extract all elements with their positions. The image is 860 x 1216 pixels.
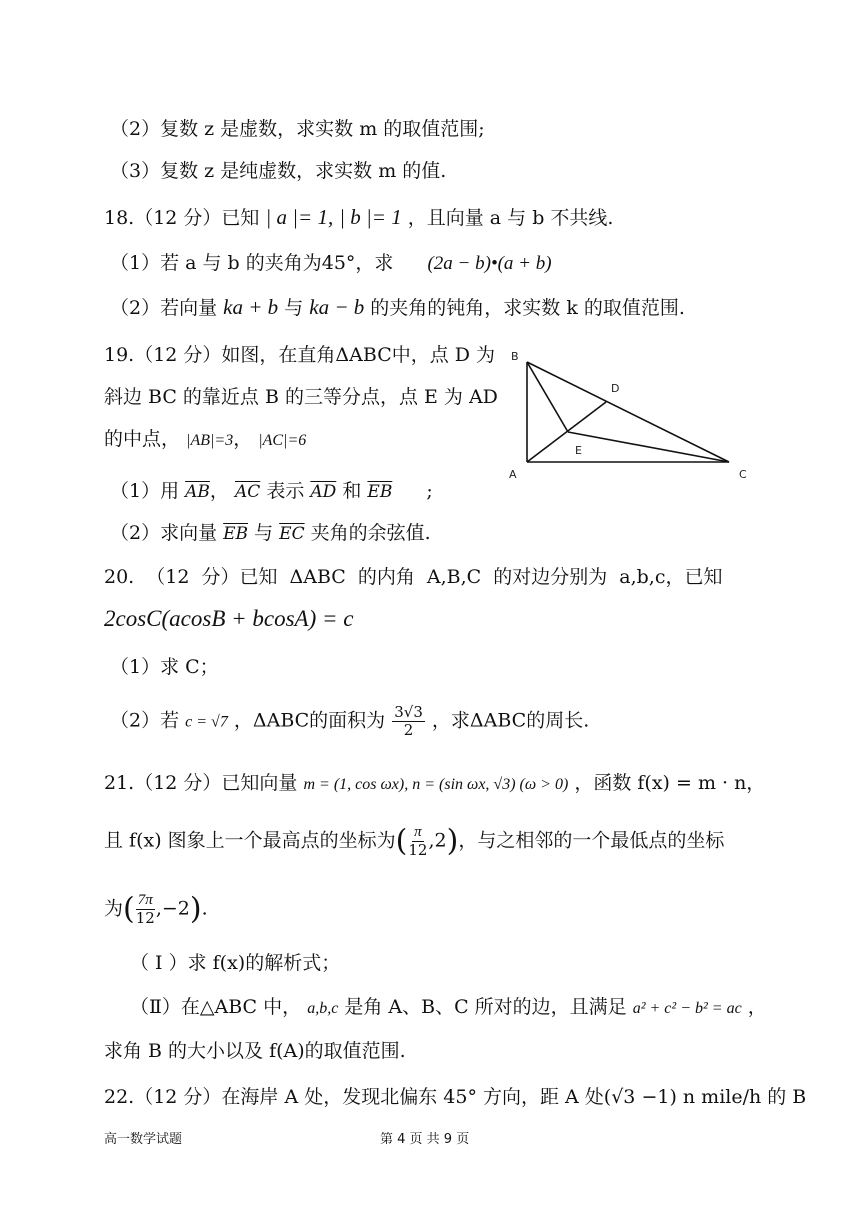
problem19-q2 xyxy=(110,520,431,547)
problem21-line1 xyxy=(104,770,765,798)
problem21-line2-pre: 且 f(x) 图象上一个最高点的坐标为 xyxy=(104,829,396,852)
max-point-y: ,2 xyxy=(428,829,447,852)
problem18-q2 xyxy=(110,294,685,321)
max-x-denominator: 12 xyxy=(408,841,428,859)
problem20-line1: 20. （12 分）已知 ΔABC 的内角 A,B,C 的对边分别为 a,b,c，已知 xyxy=(104,566,723,588)
triangle-figure xyxy=(505,350,760,485)
problem21-vectors: m = (1, cos ωx), n = (sin ωx, √3) (ω > 0) xyxy=(303,776,569,793)
problem21-line2-post: ，与之相邻的一个最低点的坐标 xyxy=(458,829,725,852)
problem19-q2-pre: （2）求向量 xyxy=(110,522,218,544)
problem18-q2-expr2: ka − b xyxy=(309,295,365,319)
problem18-cond-b: | b |= 1 xyxy=(339,205,402,229)
segment-ec xyxy=(568,432,729,462)
problem19-line1: 19.（12 分）如图，在直角ΔABC中，点 D 为 xyxy=(104,344,496,366)
problem19-q1-pre: （1）用 xyxy=(110,480,180,502)
footer-page-number: 第 4 页 共 9 页 xyxy=(380,1132,470,1147)
vector-eb-2: $\overline{EB}$ xyxy=(223,524,249,544)
max-x-numerator: π xyxy=(414,824,422,840)
problem22-line1: 22.（12 分）在海岸 A 处，发现北偏东 45° 方向，距 A 处(√3 −1) n mile/h 的 B xyxy=(104,1086,807,1108)
problem21-qII-pre: （Ⅱ）在△ABC 中， xyxy=(130,996,302,1018)
problem21-line1-post: ，函数 f(x) = m · n， xyxy=(574,772,766,794)
problem19-and: 和 xyxy=(342,480,362,502)
problem20-q2-post: ，求ΔABC的周长. xyxy=(431,709,590,732)
problem21-qII-eq: a² + c² − b² = ac xyxy=(632,1000,742,1017)
problem21-line2: 且 f(x) 图象上一个最高点的坐标为( $\frac{\pi}{12}$ ,2)，与之相邻的一个最低点的坐标 xyxy=(104,823,725,859)
problem21-line1-pre: 21.（12 分）已知向量 xyxy=(104,772,298,794)
segment-ad xyxy=(527,402,606,462)
vector-ad: $\overline{AD}$ xyxy=(310,482,337,502)
problem20-q1: （1）求 C； xyxy=(110,656,219,678)
problem21-qII xyxy=(130,994,767,1022)
problem20-q2-mid: ，ΔABC的面积为 xyxy=(233,709,386,732)
problem18-q1-expr: (2a − b)•(a + b) xyxy=(427,253,552,274)
vector-eb: $\overline{EB}$ xyxy=(367,482,393,502)
problem18-stem xyxy=(104,204,613,231)
problem19-q1-mid: 表示 xyxy=(266,480,305,502)
problem19-q1: （1）用 $\overline{AB}$， $\overline{AC}$ 表示 $\overline{AD}$ 和 $\overline{EB}$ ; xyxy=(110,480,433,502)
problem20-c-eq: c = √7 xyxy=(185,713,228,731)
label-c: C xyxy=(739,468,747,481)
min-point-x xyxy=(136,892,155,927)
vector-ec: $\overline{EC}$ xyxy=(279,524,305,544)
problem20-q2 xyxy=(110,704,589,739)
problem17-q2: （2）复数 z 是虚数，求实数 m 的取值范围; xyxy=(110,118,485,140)
problem18-q1-text: （1）若 a 与 b 的夹角为45°，求 xyxy=(110,252,394,274)
min-point-y: ,−2 xyxy=(155,897,190,920)
problem19-semicolon: ; xyxy=(426,480,433,502)
problem19-q2-post: 夹角的余弦值. xyxy=(310,522,431,544)
problem18-q2-mid: 与 xyxy=(284,297,304,319)
problem19-line2: 斜边 BC 的靠近点 B 的三等分点，点 E 为 AD xyxy=(104,386,498,408)
problem18-tail: ，且向量 a 与 b 不共线. xyxy=(407,207,614,229)
problem18-q2-post: 的夹角的钝角，求实数 k 的取值范围. xyxy=(370,297,685,319)
problem21-line3: 为( $\frac{7\pi}{12}$ ,−2). xyxy=(104,891,208,927)
label-b: B xyxy=(511,350,519,363)
problem18-q2-pre: （2）若向量 xyxy=(110,297,218,319)
problem18-q2-expr1: ka + b xyxy=(223,295,279,319)
problem21-line3-pre: 为 xyxy=(104,897,124,920)
problem21-qII-vars: a,b,c xyxy=(307,1000,339,1017)
problem20-q2-pre: （2）若 xyxy=(110,709,180,732)
problem20-area-fraction xyxy=(392,704,425,739)
problem18-cond-a: | a |= 1, xyxy=(265,205,334,229)
label-e: E xyxy=(575,444,582,457)
problem21-line3-post: . xyxy=(201,897,208,920)
problem21-qII-post: ， xyxy=(747,996,767,1018)
vector-ac: $\overline{AC}$ xyxy=(234,482,261,502)
problem21-qII-mid: 是角 A、B、C 所对的边，且满足 xyxy=(344,996,627,1018)
label-d: D xyxy=(611,382,620,395)
problem20-formula: 2cosC(acosB + bcosA) = c xyxy=(104,606,354,631)
problem17-q3: （3）复数 z 是纯虚数，求实数 m 的值. xyxy=(110,160,447,182)
side-bc xyxy=(527,362,729,462)
footer-title: 高一数学试题 xyxy=(104,1132,183,1147)
min-x-numerator: 7π xyxy=(137,892,153,908)
problem19-ac-eq: |AC|=6 xyxy=(258,432,307,449)
max-point-x xyxy=(408,824,427,859)
vector-ab: $\overline{AB}$ xyxy=(185,482,210,502)
problem19-ab-eq: |AB|=3 xyxy=(186,432,234,449)
problem21-qII-line2: 求角 B 的大小以及 f(A)的取值范围. xyxy=(104,1040,406,1062)
problem21-qI: （ Ⅰ ）求 f(x)的解析式； xyxy=(130,952,341,974)
problem19-line3: 的中点， |AB|=3， |AC|=6 xyxy=(104,428,307,450)
problem18-q1 xyxy=(110,250,552,277)
min-x-denominator: 12 xyxy=(135,909,155,927)
area-denominator: 2 xyxy=(403,721,414,739)
problem18-head: 18.（12 分）已知 xyxy=(104,207,260,229)
problem19-line3-pre: 的中点， xyxy=(104,428,181,450)
problem19-with: 与 xyxy=(254,522,274,544)
area-numerator: 3√3 xyxy=(394,703,423,721)
label-a: A xyxy=(509,468,517,481)
